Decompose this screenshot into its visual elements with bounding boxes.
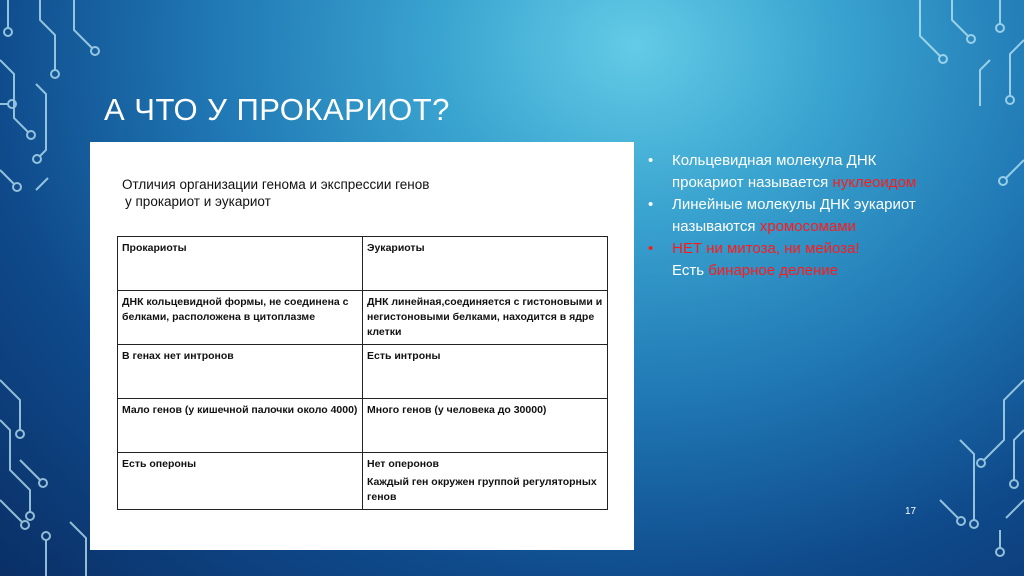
table-cell: Есть интроны: [363, 345, 608, 399]
bullet-highlight: бинарное деление: [708, 262, 838, 279]
figure-caption: [122, 176, 582, 210]
figure-caption-line-2: у прокариот и эукариот: [125, 194, 271, 209]
table-row: [118, 345, 608, 399]
header-eukaryotes: Эукариоты: [363, 237, 608, 291]
table-cell: ДНК линейная,соединяется с гистоновыми и негистоновыми белками, находится в ядре клетки: [363, 291, 608, 345]
table-cell: ДНК кольцевидной формы, не соединена с белками, расположена в цитоплазме: [118, 291, 363, 345]
comparison-table: [117, 236, 608, 510]
bullet-item: [648, 238, 918, 282]
table-cell: Много генов (у человека до 30000): [363, 399, 608, 453]
table-cell-note: Каждый ген окружен группой регуляторных генов: [367, 476, 597, 503]
bullet-item: [648, 194, 918, 238]
comparison-figure: [90, 142, 634, 550]
table-row: [118, 399, 608, 453]
table-cell: Мало генов (у кишечной палочки около 4000): [118, 399, 363, 453]
table-row: [118, 291, 608, 345]
bullet-item: [648, 150, 918, 194]
table-cell: Есть опероны: [118, 453, 363, 510]
bullet-text: Есть: [672, 262, 705, 279]
bullet-highlight: нуклеоидом: [832, 174, 917, 191]
bullet-highlight: НЕТ ни митоза, ни мейоза!: [672, 240, 860, 257]
slide-title: А ЧТО У ПРОКАРИОТ?: [104, 92, 450, 127]
table-cell: [363, 453, 608, 510]
table-cell-line: Нет оперонов: [367, 458, 439, 470]
page-number: 17: [905, 506, 917, 517]
table-row: [118, 453, 608, 510]
bullet-highlight: хромосомами: [759, 218, 856, 235]
bullet-text: Кольцевидная молекула ДНК прокариот называется: [672, 152, 877, 191]
bullet-text: Линейные молекулы ДНК эукариот называются: [672, 196, 916, 235]
table-cell: В генах нет интронов: [118, 345, 363, 399]
figure-caption-line-1: Отличия организации генома и экспрессии генов: [122, 177, 430, 192]
header-prokaryotes: Прокариоты: [118, 237, 363, 291]
bullet-list: [648, 150, 918, 282]
table-header-row: [118, 237, 608, 291]
